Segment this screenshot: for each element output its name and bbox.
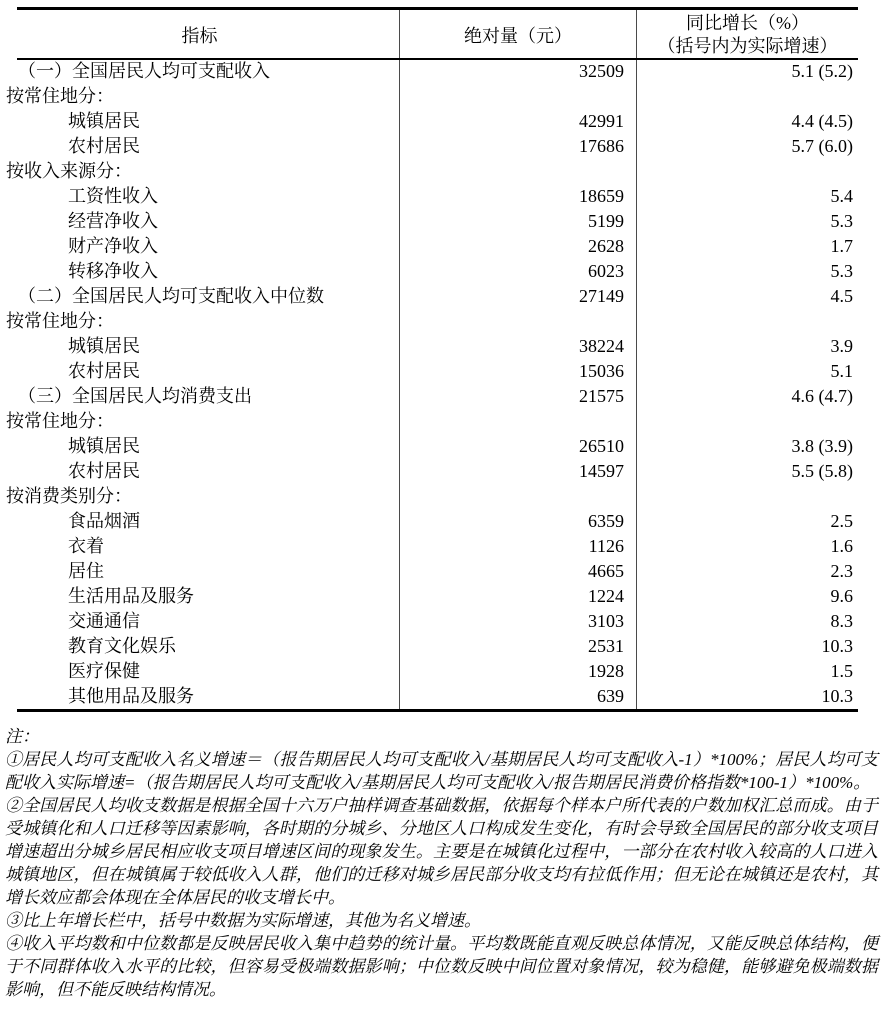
growth-cell: 5.7 (6.0): [791, 136, 853, 156]
table-row: [0, 584, 858, 609]
indicator-cell: 工资性收入: [0, 184, 400, 209]
growth-cell: 4.4 (4.5): [791, 111, 853, 131]
absolute-amount-cell: 42991: [400, 109, 637, 134]
table-row: [0, 684, 858, 709]
absolute-amount-cell: 17686: [400, 134, 637, 159]
absolute-amount-cell: 32509: [400, 59, 637, 84]
note-paragraph: ③比上年增长栏中，括号中数据为实际增速，其他为名义增速。: [5, 911, 481, 930]
indicator-cell: （一）全国居民人均可支配收入: [0, 59, 400, 84]
growth-cell: [637, 84, 858, 109]
absolute-amount-cell: 5199: [400, 209, 637, 234]
growth-cell: 2.3: [830, 561, 853, 581]
growth-cell: 9.6: [830, 586, 853, 606]
notes-section: [5, 725, 878, 1001]
table-body: [0, 59, 858, 709]
absolute-amount-cell: 1224: [400, 584, 637, 609]
indicator-cell: 财产净收入: [0, 234, 400, 259]
col-header-growth-line1: 同比增长（%）: [686, 12, 809, 33]
table-header-row: [0, 10, 858, 59]
notes-label: 注：: [5, 727, 39, 746]
growth-cell: 1.7: [830, 236, 853, 256]
table-row: [0, 659, 858, 684]
indicator-cell: （三）全国居民人均消费支出: [0, 384, 400, 409]
table-top-rule: [17, 7, 858, 10]
col-header-indicator: 指标: [0, 10, 400, 59]
absolute-amount-cell: 1928: [400, 659, 637, 684]
table-row: [0, 59, 858, 84]
table-row: [0, 534, 858, 559]
table-row: [0, 609, 858, 634]
growth-cell: 4.5: [830, 286, 853, 306]
absolute-amount-cell: 18659: [400, 184, 637, 209]
absolute-amount-cell: [400, 309, 637, 334]
indicator-cell: 城镇居民: [0, 334, 400, 359]
col-header-growth: [637, 10, 858, 59]
table-row: [0, 284, 858, 309]
indicator-cell: 居住: [0, 559, 400, 584]
indicator-cell: 经营净收入: [0, 209, 400, 234]
table-row: [0, 309, 858, 334]
growth-cell: 1.5: [830, 661, 853, 681]
indicator-cell: 转移净收入: [0, 259, 400, 284]
indicator-cell: 其他用品及服务: [0, 684, 400, 709]
note-paragraph: ①居民人均可支配收入名义增速＝（报告期居民人均可支配收入/基期居民人均可支配收入-1）*100%；居民人均可支配收入实际增速=（报告期居民人均可支配收入/基期居民人均可支配收入/报告期居民消费价格指数*100-1）*100%。: [5, 750, 878, 792]
growth-cell: 5.1 (5.2): [791, 61, 853, 81]
indicator-cell: 医疗保健: [0, 659, 400, 684]
table-row: [0, 234, 858, 259]
indicator-cell: 按消费类别分：: [0, 484, 400, 509]
growth-cell: 3.9: [830, 336, 853, 356]
table-row: [0, 134, 858, 159]
absolute-amount-cell: 15036: [400, 359, 637, 384]
growth-cell: [637, 159, 858, 184]
table-row: [0, 409, 858, 434]
growth-cell: 4.6 (4.7): [791, 386, 853, 406]
note-paragraph: ④收入平均数和中位数都是反映居民收入集中趋势的统计量。平均数既能直观反映总体情况，又能反映总体结构，便于不同群体收入水平的比较，但容易受极端数据影响；中位数反映中间位置对象情况，较为稳健，能够避免极端数据影响，但不能反映结构情况。: [5, 934, 878, 999]
table-bottom-rule: [17, 709, 858, 712]
absolute-amount-cell: 38224: [400, 334, 637, 359]
absolute-amount-cell: [400, 484, 637, 509]
table-row: [0, 84, 858, 109]
income-expenditure-table: [0, 7, 858, 715]
indicator-cell: 农村居民: [0, 459, 400, 484]
table-row: [0, 484, 858, 509]
indicator-cell: 城镇居民: [0, 109, 400, 134]
growth-cell: 2.5: [830, 511, 853, 531]
table-row: [0, 634, 858, 659]
growth-cell: 1.6: [830, 536, 853, 556]
growth-cell: 5.1: [830, 361, 853, 381]
growth-cell: 8.3: [830, 611, 853, 631]
absolute-amount-cell: 4665: [400, 559, 637, 584]
indicator-cell: 按常住地分：: [0, 409, 400, 434]
growth-cell: 3.8 (3.9): [791, 436, 853, 456]
table-row: [0, 109, 858, 134]
absolute-amount-cell: 639: [400, 684, 637, 709]
absolute-amount-cell: [400, 84, 637, 109]
indicator-cell: （二）全国居民人均可支配收入中位数: [0, 284, 400, 309]
absolute-amount-cell: 2628: [400, 234, 637, 259]
table-row: [0, 509, 858, 534]
growth-cell: [637, 409, 858, 434]
absolute-amount-cell: 21575: [400, 384, 637, 409]
indicator-cell: 农村居民: [0, 134, 400, 159]
indicator-cell: 食品烟酒: [0, 509, 400, 534]
growth-cell: 10.3: [821, 686, 853, 706]
indicator-cell: 生活用品及服务: [0, 584, 400, 609]
indicator-cell: 农村居民: [0, 359, 400, 384]
table-row: [0, 359, 858, 384]
growth-cell: [637, 309, 858, 334]
absolute-amount-cell: 6359: [400, 509, 637, 534]
absolute-amount-cell: 1126: [400, 534, 637, 559]
growth-cell: 10.3: [821, 636, 853, 656]
indicator-cell: 按收入来源分：: [0, 159, 400, 184]
absolute-amount-cell: 27149: [400, 284, 637, 309]
table-row: [0, 184, 858, 209]
table-header-separator-rule: [17, 58, 858, 60]
table-row: [0, 384, 858, 409]
table-row: [0, 459, 858, 484]
growth-cell: 5.3: [830, 261, 853, 281]
table-row: [0, 259, 858, 284]
table-row: [0, 209, 858, 234]
growth-cell: [637, 484, 858, 509]
growth-cell: 5.5 (5.8): [791, 461, 853, 481]
table-row: [0, 334, 858, 359]
indicator-cell: 交通通信: [0, 609, 400, 634]
table-row: [0, 159, 858, 184]
table-row: [0, 434, 858, 459]
absolute-amount-cell: 3103: [400, 609, 637, 634]
absolute-amount-cell: 6023: [400, 259, 637, 284]
growth-cell: 5.3: [830, 211, 853, 231]
absolute-amount-cell: 26510: [400, 434, 637, 459]
absolute-amount-cell: [400, 409, 637, 434]
absolute-amount-cell: 14597: [400, 459, 637, 484]
absolute-amount-cell: 2531: [400, 634, 637, 659]
col-header-growth-line2: （括号内为实际增速）: [657, 35, 838, 56]
indicator-cell: 教育文化娱乐: [0, 634, 400, 659]
indicator-cell: 按常住地分：: [0, 309, 400, 334]
absolute-amount-cell: [400, 159, 637, 184]
col-header-absolute-amount: 绝对量（元）: [400, 10, 637, 59]
indicator-cell: 城镇居民: [0, 434, 400, 459]
note-paragraph: ②全国居民人均收支数据是根据全国十六万户抽样调查基础数据，依据每个样本户所代表的户数加权汇总而成。由于受城镇化和人口迁移等因素影响，各时期的分城乡、分地区人口构成发生变化，有时会导致全国居民的部分收支项目增速超出分城乡居民相应收支项目增速区间的现象发生。主要是在城镇化过程中，一部分在农村收入较高的人口进入城镇地区，但在城镇属于较低收入人群，他们的迁移对城乡居民部分收支均有拉低作用；但无论在城镇还是农村，其增长效应都会体现在全体居民的收支增长中。: [5, 796, 878, 907]
table-row: [0, 559, 858, 584]
indicator-cell: 衣着: [0, 534, 400, 559]
indicator-cell: 按常住地分：: [0, 84, 400, 109]
growth-cell: 5.4: [830, 186, 853, 206]
